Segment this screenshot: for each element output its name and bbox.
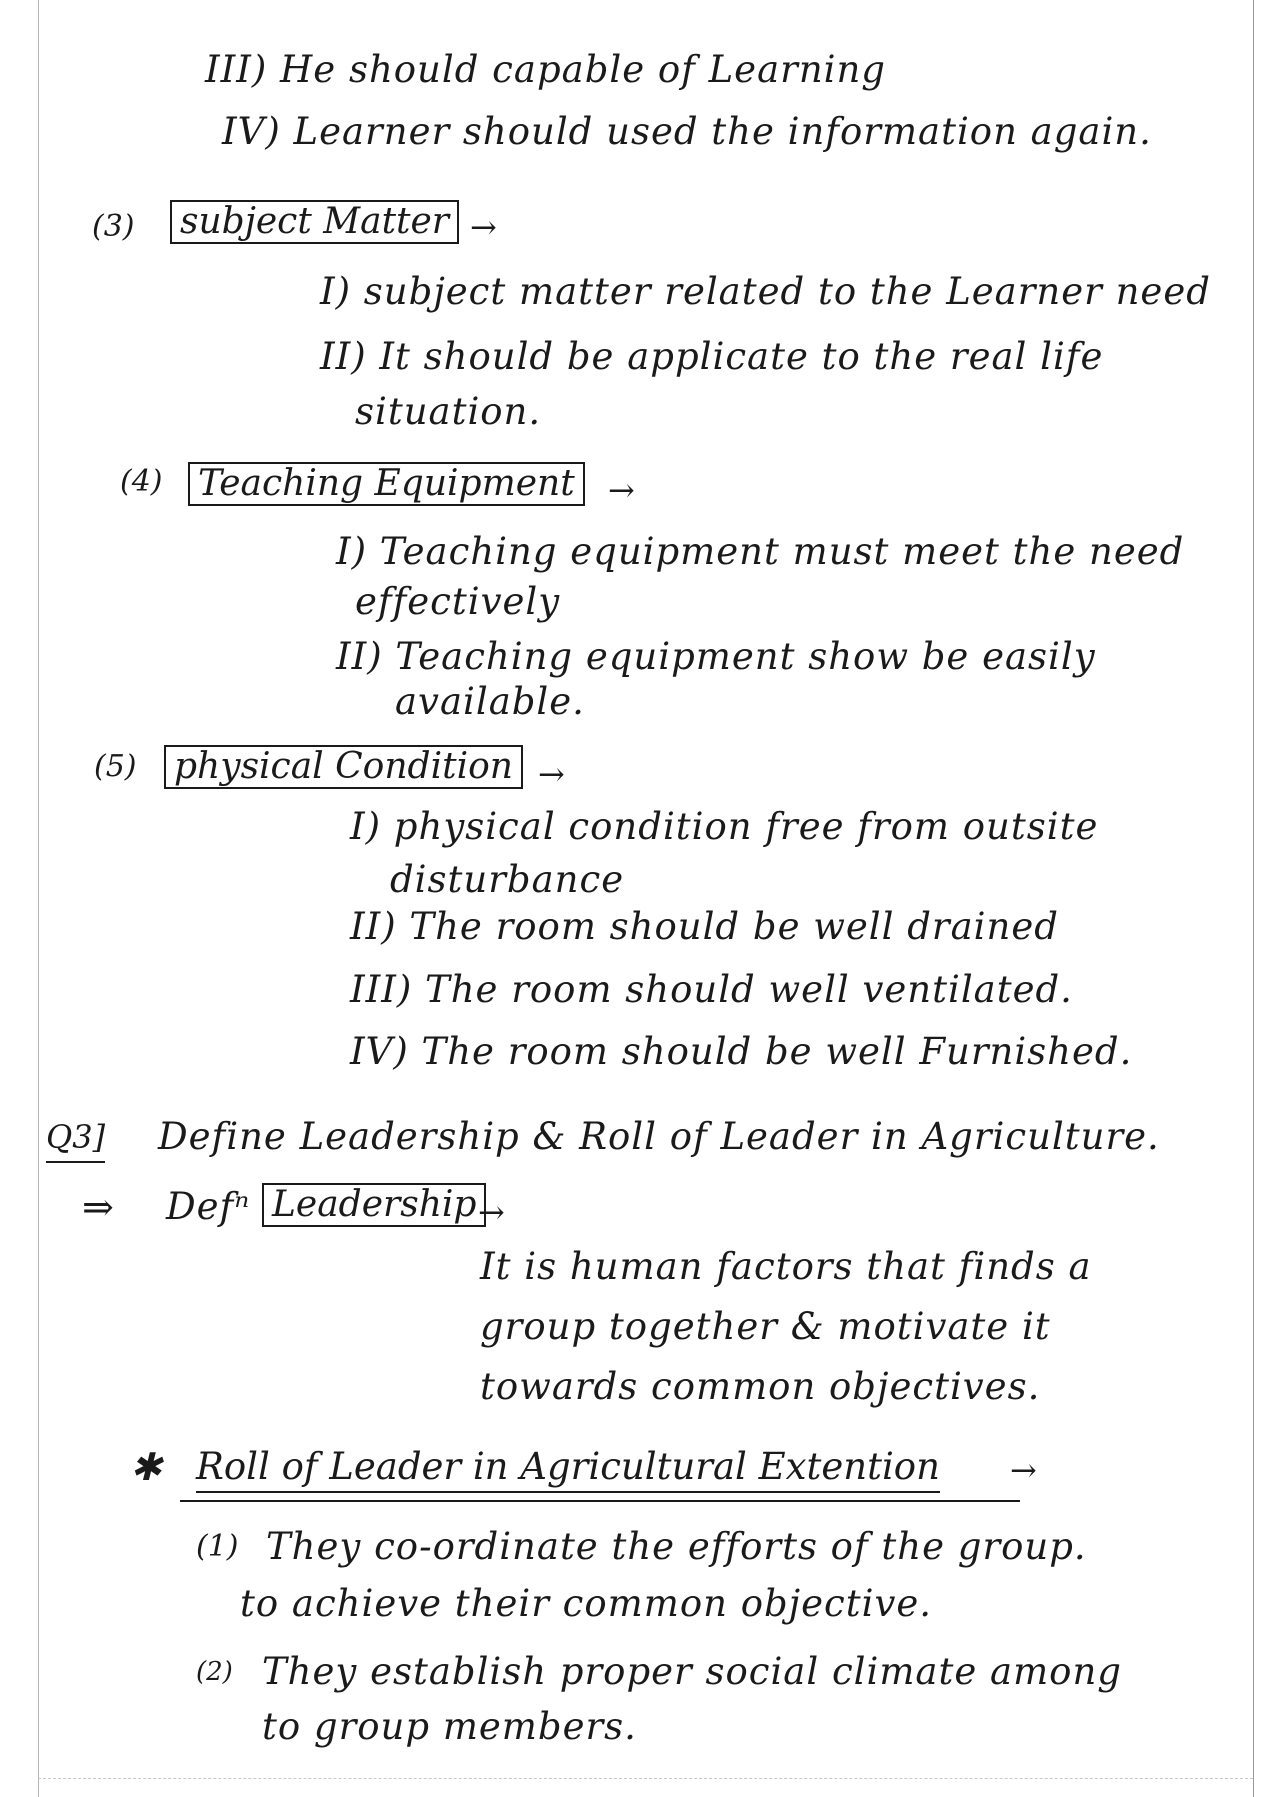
bottom-rule — [38, 1778, 1253, 1780]
roles-heading-underline — [180, 1500, 1020, 1502]
role1-line2: to achieve their common objective. — [240, 1582, 933, 1625]
section4-point2-line1: II) Teaching equipment show be easily — [336, 635, 1096, 678]
section5-number: (5) — [94, 749, 137, 784]
section3-number: (3) — [92, 209, 135, 244]
section4-number: (4) — [120, 464, 163, 499]
roles-heading: Roll of Leader in Agricultural Extention — [196, 1445, 940, 1493]
section4-arrow: → — [608, 471, 635, 509]
section4-point1-line1: I) Teaching equipment must meet the need — [336, 530, 1185, 573]
question-label: Q3] — [46, 1115, 105, 1163]
section3-title: subject Matter — [170, 200, 459, 244]
section5-point2: II) The room should be well drained — [350, 905, 1059, 948]
section5-point4: IV) The room should be well Furnished. — [350, 1030, 1133, 1073]
star-icon: ✱ — [130, 1445, 163, 1489]
section5-arrow: → — [538, 755, 565, 793]
definition-label: Defⁿ — [166, 1185, 251, 1228]
right-margin-line — [1253, 0, 1254, 1797]
section3-arrow: → — [470, 208, 497, 246]
section5-point3: III) The room should well ventilated. — [350, 968, 1073, 1011]
section4-point2-line2: available. — [395, 680, 585, 723]
section3-point2-line1: II) It should be applicate to the real life — [320, 335, 1104, 378]
section4-point1-line2: effectively — [355, 580, 561, 623]
role2-line1: They establish proper social climate among — [262, 1650, 1122, 1693]
section5-point1-line1: I) physical condition free from outsite — [350, 805, 1099, 848]
item-iv: IV) Learner should used the information again. — [222, 110, 1152, 153]
question-text: Define Leadership & Roll of Leader in Agriculture. — [158, 1115, 1160, 1158]
section5-title: physical Condition — [164, 745, 523, 789]
left-margin-line — [38, 0, 39, 1797]
section5-point1-line2: disturbance — [390, 858, 625, 901]
definition-title: Leadership — [262, 1183, 486, 1227]
implies-arrow: ⇒ — [82, 1185, 114, 1229]
roles-heading-arrow: → — [1010, 1451, 1037, 1489]
role2-line2: to group members. — [262, 1705, 637, 1748]
definition-line3: towards common objectives. — [480, 1365, 1041, 1408]
item-iii: III) He should capable of Learning — [205, 48, 886, 91]
role1-line1: They co-ordinate the efforts of the group. — [266, 1525, 1087, 1568]
role2-number: (2) — [196, 1657, 233, 1687]
section3-point2-line2: situation. — [355, 390, 542, 433]
definition-line1: It is human factors that finds a — [480, 1245, 1092, 1288]
definition-arrow: → — [478, 1193, 505, 1231]
definition-line2: group together & motivate it — [480, 1305, 1051, 1348]
section4-title: Teaching Equipment — [188, 462, 585, 506]
role1-number: (1) — [196, 1529, 239, 1564]
section3-point1: I) subject matter related to the Learner need — [320, 270, 1211, 313]
